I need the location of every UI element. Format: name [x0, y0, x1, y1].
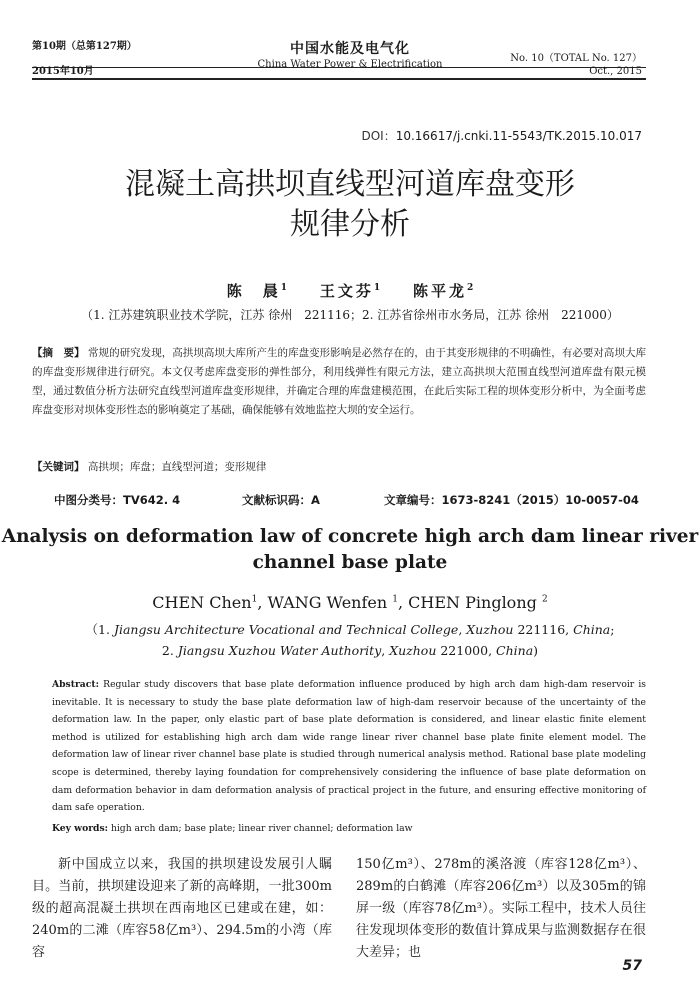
body-column-left — [32, 854, 332, 964]
author-en-2: WANG Wenfen — [267, 593, 388, 612]
document-code: 文献标识码：A — [242, 493, 320, 507]
affiliation-en-line2: 2. Jiangsu Xuzhou Water Authority, Xuzhou 221000, China) — [161, 643, 539, 658]
body-right-paragraph: 150亿m³）、278m的溪洛渡（库容128亿m³）、289m的白鹤滩（库容206亿m³）以及305m的锦屏一级（库容78亿m³）。实际工程中，技术人员往往发现坝体变形的数值计算成果与监测数据存在很大差异；也 — [356, 857, 646, 960]
title-cn-line2: 规律分析 — [290, 207, 410, 242]
keywords-en-text: high arch dam; base plate; linear river channel; deformation law — [110, 823, 413, 834]
journal-name-en: China Water Power & Electrification — [257, 59, 443, 70]
affiliation-en-2-city: Xuzhou — [389, 643, 437, 658]
header-date-en: Oct., 2015 — [589, 66, 642, 77]
author-en-3-sup: 2 — [541, 594, 548, 605]
affiliation-cn: （1. 江苏建筑职业技术学院，江苏 徐州 221116；2. 江苏省徐州市水务局，江苏 徐州 221000） — [81, 308, 619, 322]
keywords-en-label: Key words: — [52, 823, 109, 834]
affiliation-en-2-name: Jiangsu Xuzhou Water Authority — [177, 643, 382, 658]
affiliation-en-1-city: Xuzhou — [466, 622, 514, 637]
authors-en: CHEN Chen$^1$, WANG Wenfen $^1$, CHEN Pinglong $^2$ — [152, 593, 548, 612]
author-cn-1: 陈 晨 — [226, 282, 281, 300]
doi-value[interactable]: 10.16617/j.cnki.11-5543/TK.2015.10.017 — [395, 129, 642, 143]
keywords-cn-label: 【关键词】 — [32, 461, 85, 473]
page-number: 57 — [622, 958, 642, 974]
authors-cn — [0, 280, 700, 301]
title-en-line2: channel base plate — [252, 552, 448, 573]
author-cn-2: 王文芬 — [319, 282, 374, 300]
affiliation-en-line1: （1. Jiangsu Architecture Vocational and Technical College, Xuzhou 221116, China; — [85, 622, 615, 637]
abstract-cn — [32, 344, 646, 420]
title-cn-line1: 混凝土高拱坝直线型河道库盘变形 — [125, 167, 575, 202]
title-en — [0, 524, 700, 576]
author-en-1-sup: 1 — [251, 594, 258, 605]
affiliation-en-1-name: Jiangsu Architecture Vocational and Technical College — [113, 622, 459, 637]
affiliation-en-2-code: 221000, — [440, 643, 493, 658]
abstract-cn-label: 【摘 要】 — [32, 347, 85, 359]
header-rule-bottom — [32, 78, 646, 80]
affiliation-en-1-country: China — [573, 622, 611, 637]
affiliation-en — [0, 619, 700, 661]
affiliation-en-2-country: China — [496, 643, 534, 658]
abstract-en-text: Regular study discovers that base plate deformation influence produced by high arch dam high-dam reservoir is inevitable. It is necessary to study the base plate deformation law of high-dam reservoir because of the uncertainty of the deformation law. In the paper, only elastic part of base plate deformation is considered, and linear elastic finite element method is utilized for establishing high arch dam wide range linear river channel base plate finite element model. The deformation law of linear river channel base plate is studied through numerical analysis method. Rational base plate modeling scope is determined, thereby laying foundation for comprehensively considering the influence of base plate deformation on dam deformation behavior in dam deformation analysis of practical project in the future, and ensuring effective monitoring of dam safe operation. — [52, 679, 647, 814]
abstract-cn-text: 常规的研究发现，高拱坝高坝大库所产生的库盘变形影响是必然存在的，由于其变形规律的不明确性，有必要对高坝大库的库盘变形规律进行研究。本文仅考虑库盘变形的弹性部分，利用线弹性有限元方法，建立高拱坝大范围直线型河道库盘有限元模型，通过数值分析方法研究直线型河道库盘变形规律，并确定合理的库盘建模范围，在此后实际工程的坝体变形分析中，为全面考虑库盘变形对坝体变形性态的影响奠定了基础，确保能够有效地监控大坝的安全运行。 — [32, 347, 647, 416]
abstract-en-label: Abstract: — [52, 679, 99, 690]
journal-name-cn: 中国水能及电气化 — [290, 41, 410, 57]
doi-line — [361, 127, 642, 144]
keywords-en — [52, 820, 646, 838]
author-en-2-sup: 1 — [392, 594, 398, 605]
title-en-line1: Analysis on deformation law of concrete high arch dam linear river — [1, 526, 699, 547]
header-rule-top — [32, 67, 646, 68]
affiliation-en-1-num: （1. — [85, 622, 110, 637]
author-cn-3: 陈平龙 — [413, 282, 468, 300]
title-cn — [0, 165, 700, 245]
keywords-cn-text: 高拱坝；库盘；直线型河道；变形规律 — [87, 461, 267, 473]
affiliation-en-1-code: 221116, — [517, 622, 570, 637]
author-cn-1-sup: 1 — [280, 283, 287, 293]
header-issue-en: No. 10（TOTAL No. 127） — [510, 53, 642, 64]
doi-label: DOI： — [361, 129, 396, 143]
author-en-1: CHEN Chen — [152, 593, 252, 612]
keywords-cn — [32, 458, 646, 477]
article-number: 文章编号：1673-8241（2015）10-0057-04 — [384, 493, 639, 507]
body-left-paragraph: 新中国成立以来，我国的拱坝建设发展引人瞩目。当前，拱坝建设迎来了新的高峰期，一批300m级的超高混凝土拱坝在西南地区已建或在建，如：240m的二滩（库容58亿m³）、294.5m的小湾（库容 — [32, 857, 332, 960]
author-cn-2-sup: 1 — [373, 283, 381, 293]
clc-number: 中图分类号：TV642. 4 — [54, 493, 181, 507]
abstract-en — [52, 676, 646, 817]
body-column-right — [356, 854, 646, 964]
affiliation-en-2-num: 2. — [161, 643, 174, 658]
header-issue-cn: 第10期（总第127期） — [32, 41, 137, 52]
header-year-month-cn: 2015年10月 — [32, 66, 94, 77]
author-cn-3-sup: 2 — [467, 283, 474, 293]
author-en-3: CHEN Pinglong — [408, 593, 537, 612]
